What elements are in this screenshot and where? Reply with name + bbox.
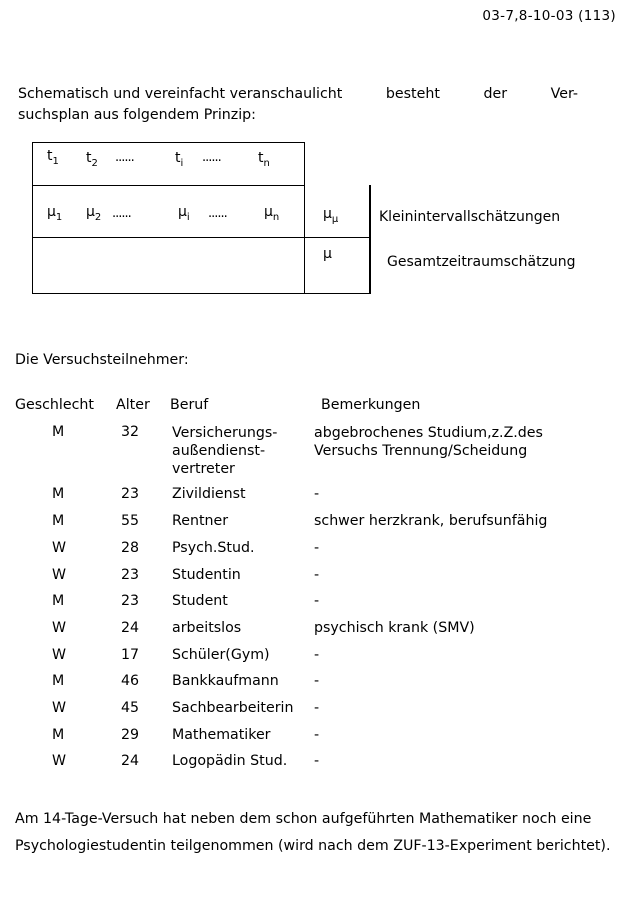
cell-job: Rentner: [172, 513, 229, 529]
label-total-period: Gesamtzeitraumschätzung: [387, 254, 576, 270]
t-dots-1: ......: [115, 150, 134, 165]
cell-notes: abgebrochenes Studium,z.Z.des Versuchs Trennung/Scheidung: [314, 425, 543, 459]
table-row: [0, 486, 640, 512]
cell-job: Schüler(Gym): [172, 647, 270, 663]
label-small-interval: Kleinintervallschätzungen: [379, 209, 561, 225]
t-i: $t_i$: [175, 150, 184, 169]
t-n: $t_n$: [258, 150, 270, 169]
cell-gender: W: [52, 540, 67, 556]
intro-paragraph: [18, 84, 578, 126]
cell-job: Bankkaufmann: [172, 673, 279, 689]
cell-notes: -: [314, 727, 320, 743]
cell-age: 55: [121, 513, 140, 529]
mu-2: $\mu_2$: [86, 204, 102, 223]
cell-job: arbeitslos: [172, 620, 242, 636]
table-row: [0, 673, 640, 699]
table-row: [0, 593, 640, 619]
cell-gender: W: [52, 700, 67, 716]
diagram-line-1: [32, 185, 305, 186]
mu-mu: $\mu_\mu$: [323, 206, 339, 225]
cell-notes: -: [314, 567, 320, 583]
cell-notes: -: [314, 700, 320, 716]
cell-age: 28: [121, 540, 140, 556]
cell-job: Sachbearbeiterin: [172, 700, 294, 716]
cell-gender: M: [52, 673, 65, 689]
cell-job: Studentin: [172, 567, 241, 583]
cell-job: Psych.Stud.: [172, 540, 255, 556]
table-row: [0, 620, 640, 646]
cell-job: Versicherungs- außendienst- vertreter: [172, 425, 278, 477]
cell-age: 45: [121, 700, 140, 716]
mu-dots-2: ......: [208, 206, 227, 221]
cell-gender: W: [52, 567, 67, 583]
cell-age: 24: [121, 753, 140, 769]
closing-paragraph: Am 14-Tage-Versuch hat neben dem schon aufgeführten Mathematiker noch eine Psychologiestudentin teilgenommen (wird nach dem ZUF-13-Experiment berichtet).: [15, 811, 611, 854]
mu-dots-1: ......: [112, 206, 131, 221]
table-row: [0, 700, 640, 726]
cell-job: Zivildienst: [172, 486, 246, 502]
cell-age: 23: [121, 567, 140, 583]
cell-job: Student: [172, 593, 228, 609]
intro-line-2: suchsplan aus folgendem Prinzip:: [18, 107, 256, 123]
cell-notes: schwer herzkrank, berufsunfähig: [314, 513, 548, 529]
table-row: [0, 424, 640, 477]
cell-gender: M: [52, 593, 65, 609]
cell-gender: W: [52, 753, 67, 769]
table-row: [0, 513, 640, 539]
intro-line-1: Schematisch und vereinfacht veranschaulicht besteht der Ver-: [18, 86, 578, 102]
cell-job: Mathematiker: [172, 727, 271, 743]
table-row: [0, 567, 640, 593]
cell-notes: -: [314, 593, 320, 609]
header-job: Beruf: [170, 397, 209, 413]
cell-gender: M: [52, 486, 65, 502]
table-row: [0, 753, 640, 779]
cell-age: 32: [121, 424, 140, 440]
t-2: $t_2$: [86, 150, 98, 169]
cell-notes: -: [314, 673, 320, 689]
cell-notes: -: [314, 647, 320, 663]
cell-gender: M: [52, 727, 65, 743]
header-notes: Bemerkungen: [321, 397, 421, 413]
cell-age: 23: [121, 593, 140, 609]
cell-age: 29: [121, 727, 140, 743]
cell-gender: M: [52, 513, 65, 529]
cell-gender: M: [52, 424, 65, 440]
cell-age: 46: [121, 673, 140, 689]
header-gender: Geschlecht: [15, 397, 94, 413]
cell-notes: psychisch krank (SMV): [314, 620, 475, 636]
header-age: Alter: [116, 397, 150, 413]
cell-age: 23: [121, 486, 140, 502]
cell-notes: -: [314, 486, 320, 502]
mu-total: μ: [323, 246, 332, 262]
page-number: 03-7,8-10-03 (113): [482, 8, 616, 24]
cell-gender: W: [52, 620, 67, 636]
table-row: [0, 540, 640, 566]
cell-age: 24: [121, 620, 140, 636]
mu-i: $\mu_i$: [178, 204, 190, 223]
mu-1: $\mu_1$: [47, 204, 63, 223]
participants-title: Die Versuchsteilnehmer:: [15, 352, 189, 368]
t-1: $t_1$: [47, 148, 59, 167]
cell-notes: -: [314, 540, 320, 556]
t-dots-2: ......: [202, 150, 221, 165]
cell-notes: -: [314, 753, 320, 769]
mu-n: $\mu_n$: [264, 204, 280, 223]
cell-job: Logopädin Stud.: [172, 753, 288, 769]
cell-gender: W: [52, 647, 67, 663]
cell-age: 17: [121, 647, 140, 663]
table-row: [0, 647, 640, 673]
table-row: [0, 727, 640, 753]
diagram-line-2: [32, 237, 371, 238]
